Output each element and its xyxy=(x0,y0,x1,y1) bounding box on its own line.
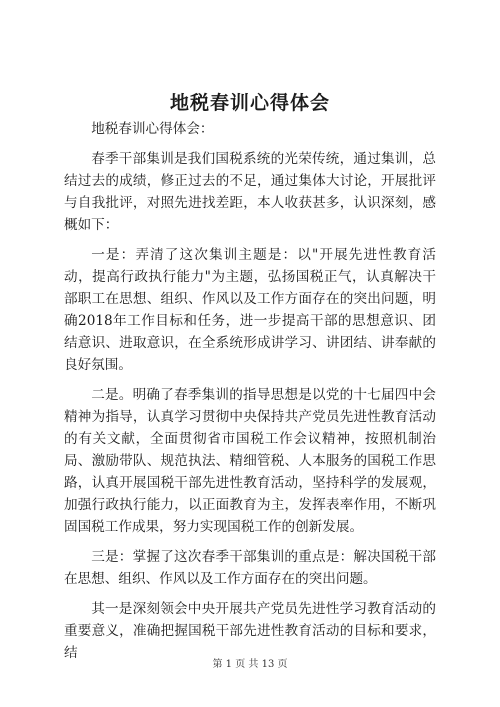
paragraph-point-three: 三是：掌握了这次春季干部集训的重点是：解决国税干部在思想、组织、作风以及工作方面存在的突出问题。 xyxy=(64,549,436,587)
paragraph-sub-one: 其一是深刻领会中央开展共产党员先进性学习教育活动的重要意义，准确把握国税干部先进性教育活动的目标和要求，结 xyxy=(64,601,436,661)
paragraph-point-one: 一是：弄清了这次集训主题是：以"开展先进性教育活动，提高行政执行能力"为主题，弘扬国税正气，认真解决干部职工在思想、组织、作风以及工作方面存在的突出问题，明确2018年工作目标和任务，进一步提高干部的思想意识、团结意识、进取意识，在全系统形成讲学习、讲团结、讲奉献的良好氛围。 xyxy=(64,247,436,373)
paragraph-point-two: 二是。明确了春季集训的指导思想是以党的十七届四中会精神为指导，认真学习贯彻中央保持共产党员先进性教育活动的有关文献，全面贯彻省市国税工作会议精神，按照机制治局、激励带队、规范执法、精细管税、人本服务的国税工作思路，认真开展国税干部先进性教育活动，坚持科学的发展观，加强行政执行能力，以正面教育为主，发挥表率作用，不断巩固国税工作成果，努力实现国税工作的创新发展。 xyxy=(64,387,436,535)
page-footer: 第 1 页 共 13 页 xyxy=(212,659,288,670)
document-title: 地税春训心得体会 xyxy=(169,92,330,114)
document-body xyxy=(64,118,436,672)
paragraph-intro: 春季干部集训是我们国税系统的光荣传统，通过集训，总结过去的成绩，修正过去的不足，通过集体大讨论，开展批评与自我批评，对照先进找差距，本人收获甚多，认识深刻，感概如下： xyxy=(64,151,436,233)
paragraph-salutation: 地税春训心得体会： xyxy=(91,121,214,137)
